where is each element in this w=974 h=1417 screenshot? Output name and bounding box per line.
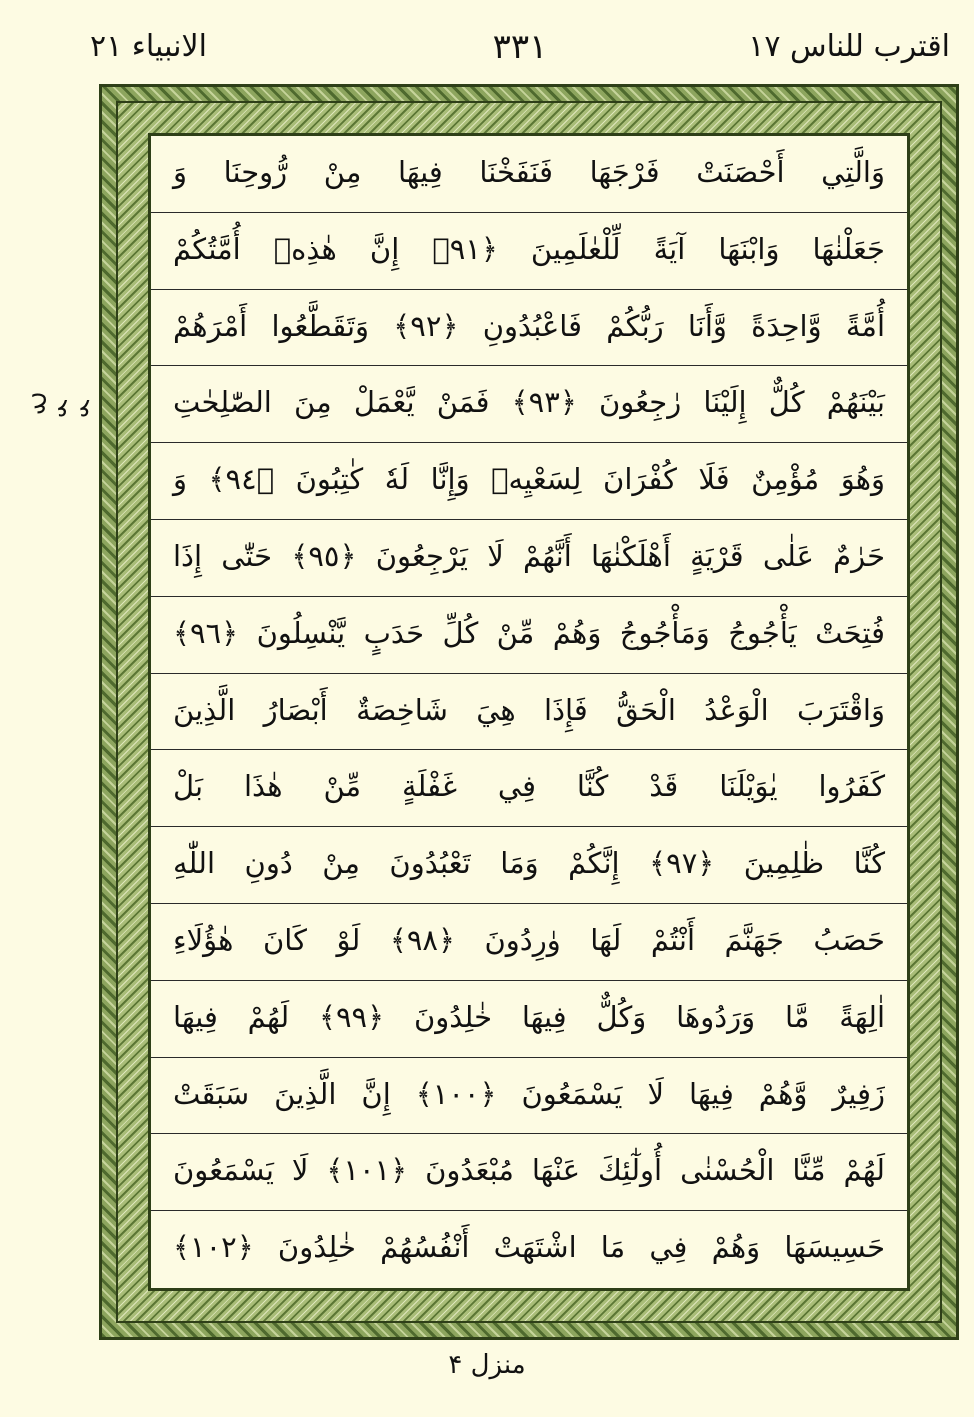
text-line: حَصَبُ جَهَنَّمَ أَنْتُمْ لَهَا وٰرِدُونَ ﴿٩٨﴾ لَوْ كَانَ هٰؤُلَاءِ — [151, 904, 907, 981]
text-line: حَرٰمٌ عَلٰى قَرْيَةٍ أَهْلَكْنٰهَا أَنَّهُمْ لَا يَرْجِعُونَ ﴿٩٥﴾ حَتّٰى إِذَا — [151, 520, 907, 597]
ruku-marker: ع ۶ ۶ — [32, 393, 92, 423]
text-line: وَالَّتِي أَحْصَنَتْ فَرْجَهَا فَنَفَخْنَا فِيهَا مِنْ رُّوحِنَا وَ — [151, 136, 907, 213]
text-line: زَفِيرٌ وَّهُمْ فِيهَا لَا يَسْمَعُونَ ﴿١٠٠﴾ إِنَّ الَّذِينَ سَبَقَتْ — [151, 1058, 907, 1135]
text-line: اٰلِهَةً مَّا وَرَدُوهَا وَكُلٌّ فِيهَا خٰلِدُونَ ﴿٩٩﴾ لَهُمْ فِيهَا — [151, 981, 907, 1058]
juz-title: اقترب للناس ١٧ — [748, 29, 950, 64]
manzil-footer: منزل ۴ — [448, 1350, 526, 1380]
page-header — [90, 22, 950, 72]
text-line: كُنَّا ظٰلِمِينَ ﴿٩٧﴾ إِنَّكُمْ وَمَا تَعْبُدُونَ مِنْ دُونِ اللّٰهِ — [151, 827, 907, 904]
text-line: وَهُوَ مُؤْمِنٌ فَلَا كُفْرَانَ لِسَعْيِهٖ وَإِنَّا لَهٗ كٰتِبُونَ ﴿٩٤﴾ وَ — [151, 443, 907, 520]
text-line: وَاقْتَرَبَ الْوَعْدُ الْحَقُّ فَإِذَا هِيَ شَاخِصَةٌ أَبْصَارُ الَّذِينَ — [151, 674, 907, 751]
text-line: بَيْنَهُمْ كُلٌّ إِلَيْنَا رٰجِعُونَ ﴿٩٣﴾ فَمَنْ يَّعْمَلْ مِنَ الصّٰلِحٰتِ — [151, 366, 907, 443]
text-line: جَعَلْنٰهَا وَابْنَهَا آيَةً لِّلْعٰلَمِينَ ﴿٩١﴾ إِنَّ هٰذِهٖ أُمَّتُكُمْ — [151, 213, 907, 290]
text-line: فُتِحَتْ يَأْجُوجُ وَمَأْجُوجُ وَهُمْ مِّنْ كُلِّ حَدَبٍ يَّنْسِلُونَ ﴿٩٦﴾ — [151, 597, 907, 674]
text-line: أُمَّةً وَّاحِدَةً وَّأَنَا رَبُّكُمْ فَاعْبُدُونِ ﴿٩٢﴾ وَتَقَطَّعُوا أَمْرَهُمْ — [151, 290, 907, 367]
ornamental-border — [99, 84, 959, 1340]
page-number: ٣٣١ — [492, 27, 548, 67]
text-line: كَفَرُوا يٰوَيْلَنَا قَدْ كُنَّا فِي غَفْلَةٍ مِّنْ هٰذَا بَلْ — [151, 750, 907, 827]
ornamental-border-inner — [116, 101, 942, 1323]
surah-title: الانبياء ٢١ — [90, 29, 207, 64]
text-line: حَسِيسَهَا وَهُمْ فِي مَا اشْتَهَتْ أَنْفُسُهُمْ خٰلِدُونَ ﴿١٠٢﴾ — [173, 1230, 885, 1265]
quran-text-block — [148, 133, 910, 1291]
text-line: لَهُمْ مِّنَّا الْحُسْنٰى أُولٰٓئِكَ عَنْهَا مُبْعَدُونَ ﴿١٠١﴾ لَا يَسْمَعُونَ — [151, 1134, 907, 1211]
